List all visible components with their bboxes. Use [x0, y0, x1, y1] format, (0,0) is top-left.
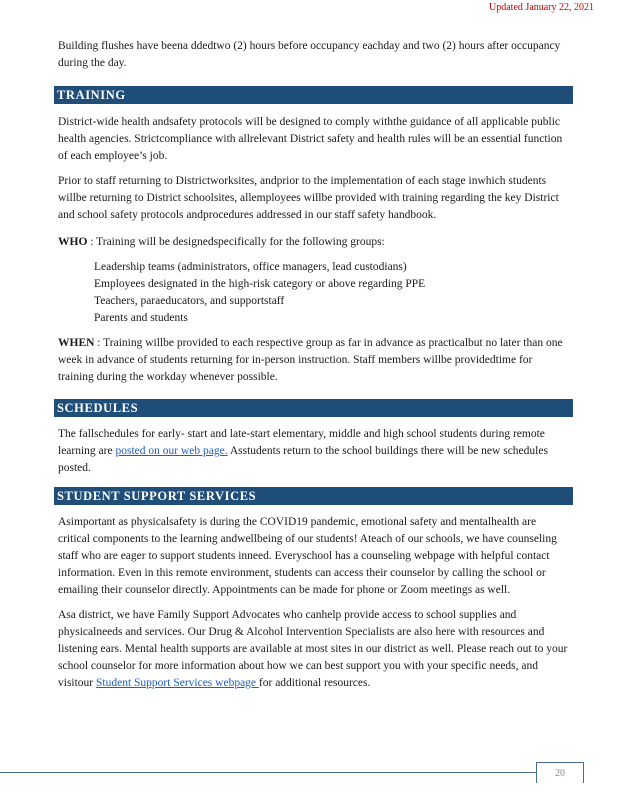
support-text-after: for additional resources. [258, 677, 371, 689]
training-paragraph-2: Prior to staff returning to Districtworksites, andprior to the implementation of each stage inwhich students willbe returning to District schoolsites, allemployees willbe provided with training regarding the key District and school safety protocols andprocedures addressed in our staff safety handbook. [58, 175, 559, 221]
when-paragraph [58, 335, 570, 386]
list-item-text: Parents and students [94, 312, 188, 324]
intro-paragraph: Building flushes have beena ddedtwo (2) hours before occupancy eachday and two (2) hours after occupancy during the day. [58, 40, 561, 69]
list-item [76, 310, 570, 327]
schedules-paragraph [58, 426, 570, 477]
support-text-before: Asa district, we have Family Support Advocates who canhelp provide access to school supplies and physicalneeds and services. Our Drug & Alcohol Intervention Specialists are also here with resources and listening ears. Mental health supports are available at most sites in our district as well. Please reach out to your school counselor for more information about how we can best support you with your specific needs, and visitour [58, 609, 568, 689]
schedules-text-after: Asstudents return to the school buildings there will be new schedules posted. [58, 445, 548, 474]
training-groups-list [58, 259, 570, 327]
section-heading-schedules: SCHEDULES [54, 399, 573, 417]
training-paragraph-1: District-wide health andsafety protocols will be designed to comply withthe guidance of all applicable public health agencies. Strictcompliance with allrelevant District safety and health rules will be an essential function of each employee’s job. [58, 116, 563, 162]
updated-date: Updated January 22, 2021 [489, 2, 594, 13]
schedules-web-page-link[interactable]: posted on our web page. [115, 445, 228, 457]
list-item-text: Teachers, paraeducators, and supportstaff [94, 295, 285, 307]
list-item-text: Leadership teams (administrators, office managers, lead custodians) [94, 261, 407, 273]
who-paragraph [58, 234, 570, 251]
when-label: WHEN [58, 337, 95, 349]
list-item [76, 293, 570, 310]
schedules-text-before: The fallschedules for early- start and late-start elementary, middle and high school students during remote learning are [58, 428, 545, 457]
support-paragraph-2 [58, 607, 570, 692]
bullet-icon [76, 293, 94, 310]
bullet-icon [76, 276, 94, 293]
who-text: : Training will be designedspecifically for the following groups: [87, 236, 385, 248]
student-support-services-link[interactable]: Student Support Services webpage [96, 677, 259, 689]
footer-divider [0, 772, 584, 773]
support-paragraph-1: Asimportant as physicalsafety is during the COVID19 pandemic, emotional safety and mentalhealth are critical components to the learning andwellbeing of our students! Ateach of our schools, we have counseling staff who are eager to support students inneed. Everyschool has a counseling webpage with helpful contact information. Even in this remote environment, students can access their counselor by calling the school or emailing their counselor directly. Appointments can be made for phone or Zoom meetings as well. [58, 516, 557, 596]
document-page [58, 38, 570, 692]
section-heading-student-support: STUDENT SUPPORT SERVICES [54, 487, 573, 505]
list-item-text: Employees designated in the high-risk category or above regarding PPE [94, 278, 426, 290]
bullet-icon [76, 310, 94, 327]
bullet-icon [76, 259, 94, 276]
list-item [76, 259, 570, 276]
section-heading-training: TRAINING [54, 86, 573, 104]
who-label: WHO [58, 236, 88, 248]
when-text: : Training willbe provided to each respective group as far in advance as practicalbut no later than one week in advance of students returning for in-person instruction. Staff members willbe providedtime for training during the workday whenever possible. [58, 337, 563, 383]
page-number: 20 [536, 762, 584, 783]
list-item [76, 276, 570, 293]
